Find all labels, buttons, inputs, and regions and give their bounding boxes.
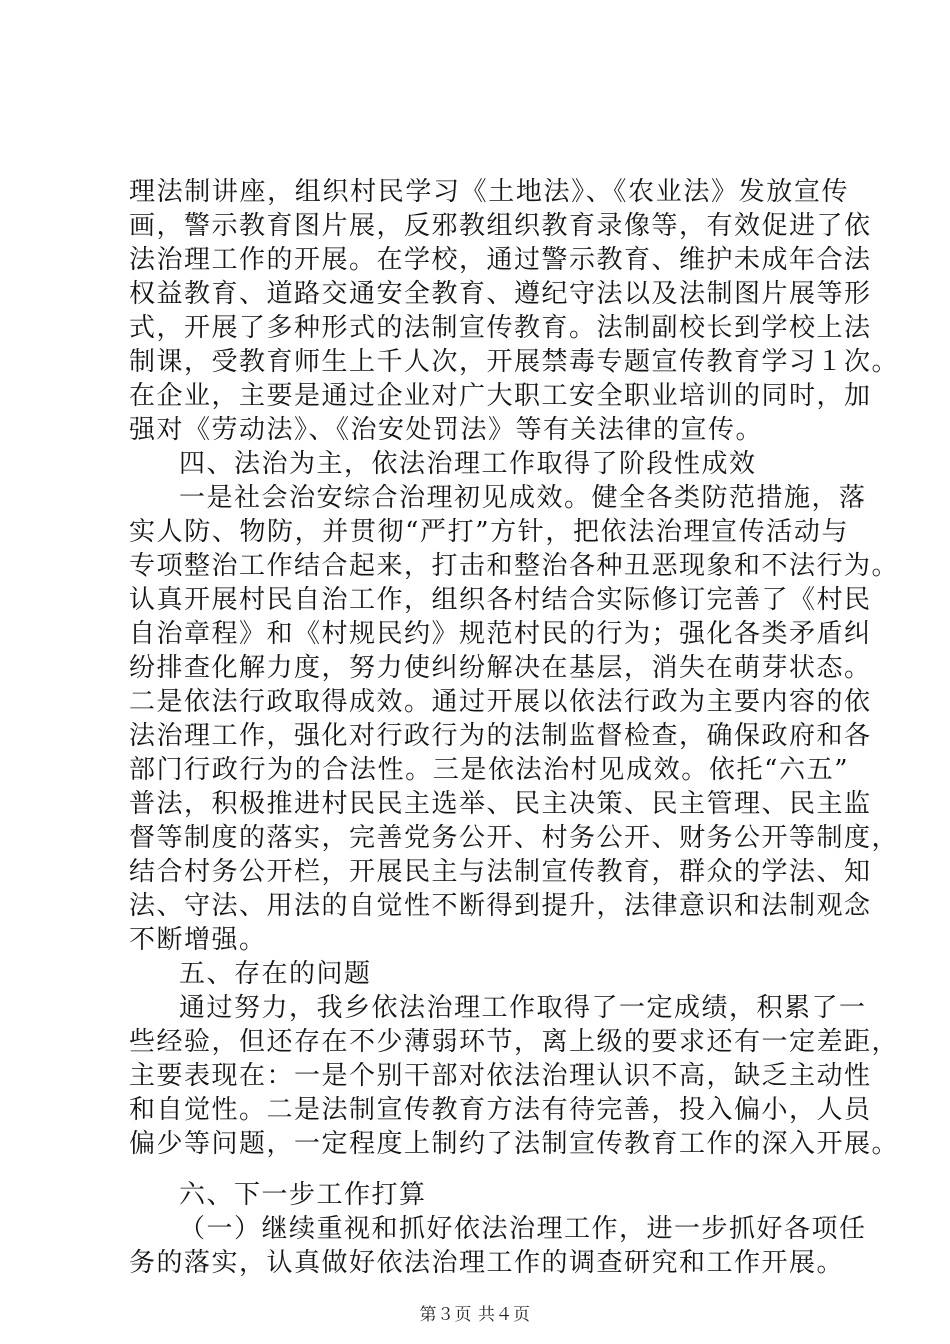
text-line: 权益教育、道路交通安全教育、遵纪守法以及法制图片展等形 <box>129 279 872 309</box>
text-line: 实人防、物防，并贯彻“严打”方针，把依法治理宣传活动与 <box>129 517 849 547</box>
text-line: 偏少等问题，一定程度上制约了法制宣传教育工作的深入开展。 <box>129 1129 900 1159</box>
text-line: 务的落实，认真做好依法治理工作的调查研究和工作开展。 <box>129 1248 845 1278</box>
page-number-footer: 第３页 共４页 <box>419 1305 531 1325</box>
text-line: 理法制讲座，组织村民学习《土地法》、《农业法》发放宣传 <box>129 177 849 207</box>
text-line: 一是社会治安综合治理初见成效。健全各类防范措施，落 <box>179 483 867 513</box>
text-line: 不断增强。 <box>129 925 267 955</box>
text-line: 强对《劳动法》、《治安处罚法》等有关法律的宣传。 <box>129 415 764 445</box>
text-line: 式，开展了多种形式的法制宣传教育。法制副校长到学校上法 <box>129 313 872 343</box>
section-heading-5: 五、存在的问题 <box>179 959 372 989</box>
section-heading-4: 四、法治为主，依法治理工作取得了阶段性成效 <box>179 449 757 479</box>
text-line: 法治理工作，强化对行政行为的法制监督检查，确保政府和各 <box>129 721 872 751</box>
text-line: 制课，受教育师生上千人次，开展禁毒专题宣传教育学习１次。 <box>129 347 900 377</box>
text-line: （一）继续重视和抓好依法治理工作，进一步抓好各项任 <box>179 1214 867 1244</box>
text-line: 主要表现在：一是个别干部对依法治理认识不高，缺乏主动性 <box>129 1061 872 1091</box>
text-line: 和自觉性。二是法制宣传教育方法有待完善，投入偏小，人员 <box>129 1095 872 1125</box>
text-line: 二是依法行政取得成效。通过开展以依法行政为主要内容的依 <box>129 687 872 717</box>
text-line: 督等制度的落实，完善党务公开、村务公开、财务公开等制度， <box>129 823 900 853</box>
text-line: 部门行政行为的合法性。三是依法治村见成效。依托“六五” <box>129 755 849 785</box>
text-line: 法治理工作的开展。在学校，通过警示教育、维护未成年合法 <box>129 245 872 275</box>
section-heading-6: 六、下一步工作打算 <box>179 1180 427 1210</box>
text-line: 些经验，但还存在不少薄弱环节，离上级的要求还有一定差距， <box>129 1027 900 1057</box>
text-line: 法、守法、用法的自觉性不断得到提升，法律意识和法制观念 <box>129 891 872 921</box>
text-line: 自治章程》和《村规民约》规范村民的行为；强化各类矛盾纠 <box>129 619 872 649</box>
text-line: 结合村务公开栏，开展民主与法制宣传教育，群众的学法、知 <box>129 857 872 887</box>
text-line: 在企业，主要是通过企业对广大职工安全职业培训的同时，加 <box>129 381 872 411</box>
text-line: 纷排查化解力度，努力使纠纷解决在基层，消失在萌芽状态。 <box>129 653 872 683</box>
text-line: 画，警示教育图片展，反邪教组织教育录像等，有效促进了依 <box>129 211 872 241</box>
text-line: 通过努力，我乡依法治理工作取得了一定成绩，积累了一 <box>179 993 867 1023</box>
text-line: 专项整治工作结合起来，打击和整治各种丑恶现象和不法行为。 <box>129 551 900 581</box>
text-line: 普法，积极推进村民民主选举、民主决策、民主管理、民主监 <box>129 789 872 819</box>
text-line: 认真开展村民自治工作，组织各村结合实际修订完善了《村民 <box>129 585 872 615</box>
